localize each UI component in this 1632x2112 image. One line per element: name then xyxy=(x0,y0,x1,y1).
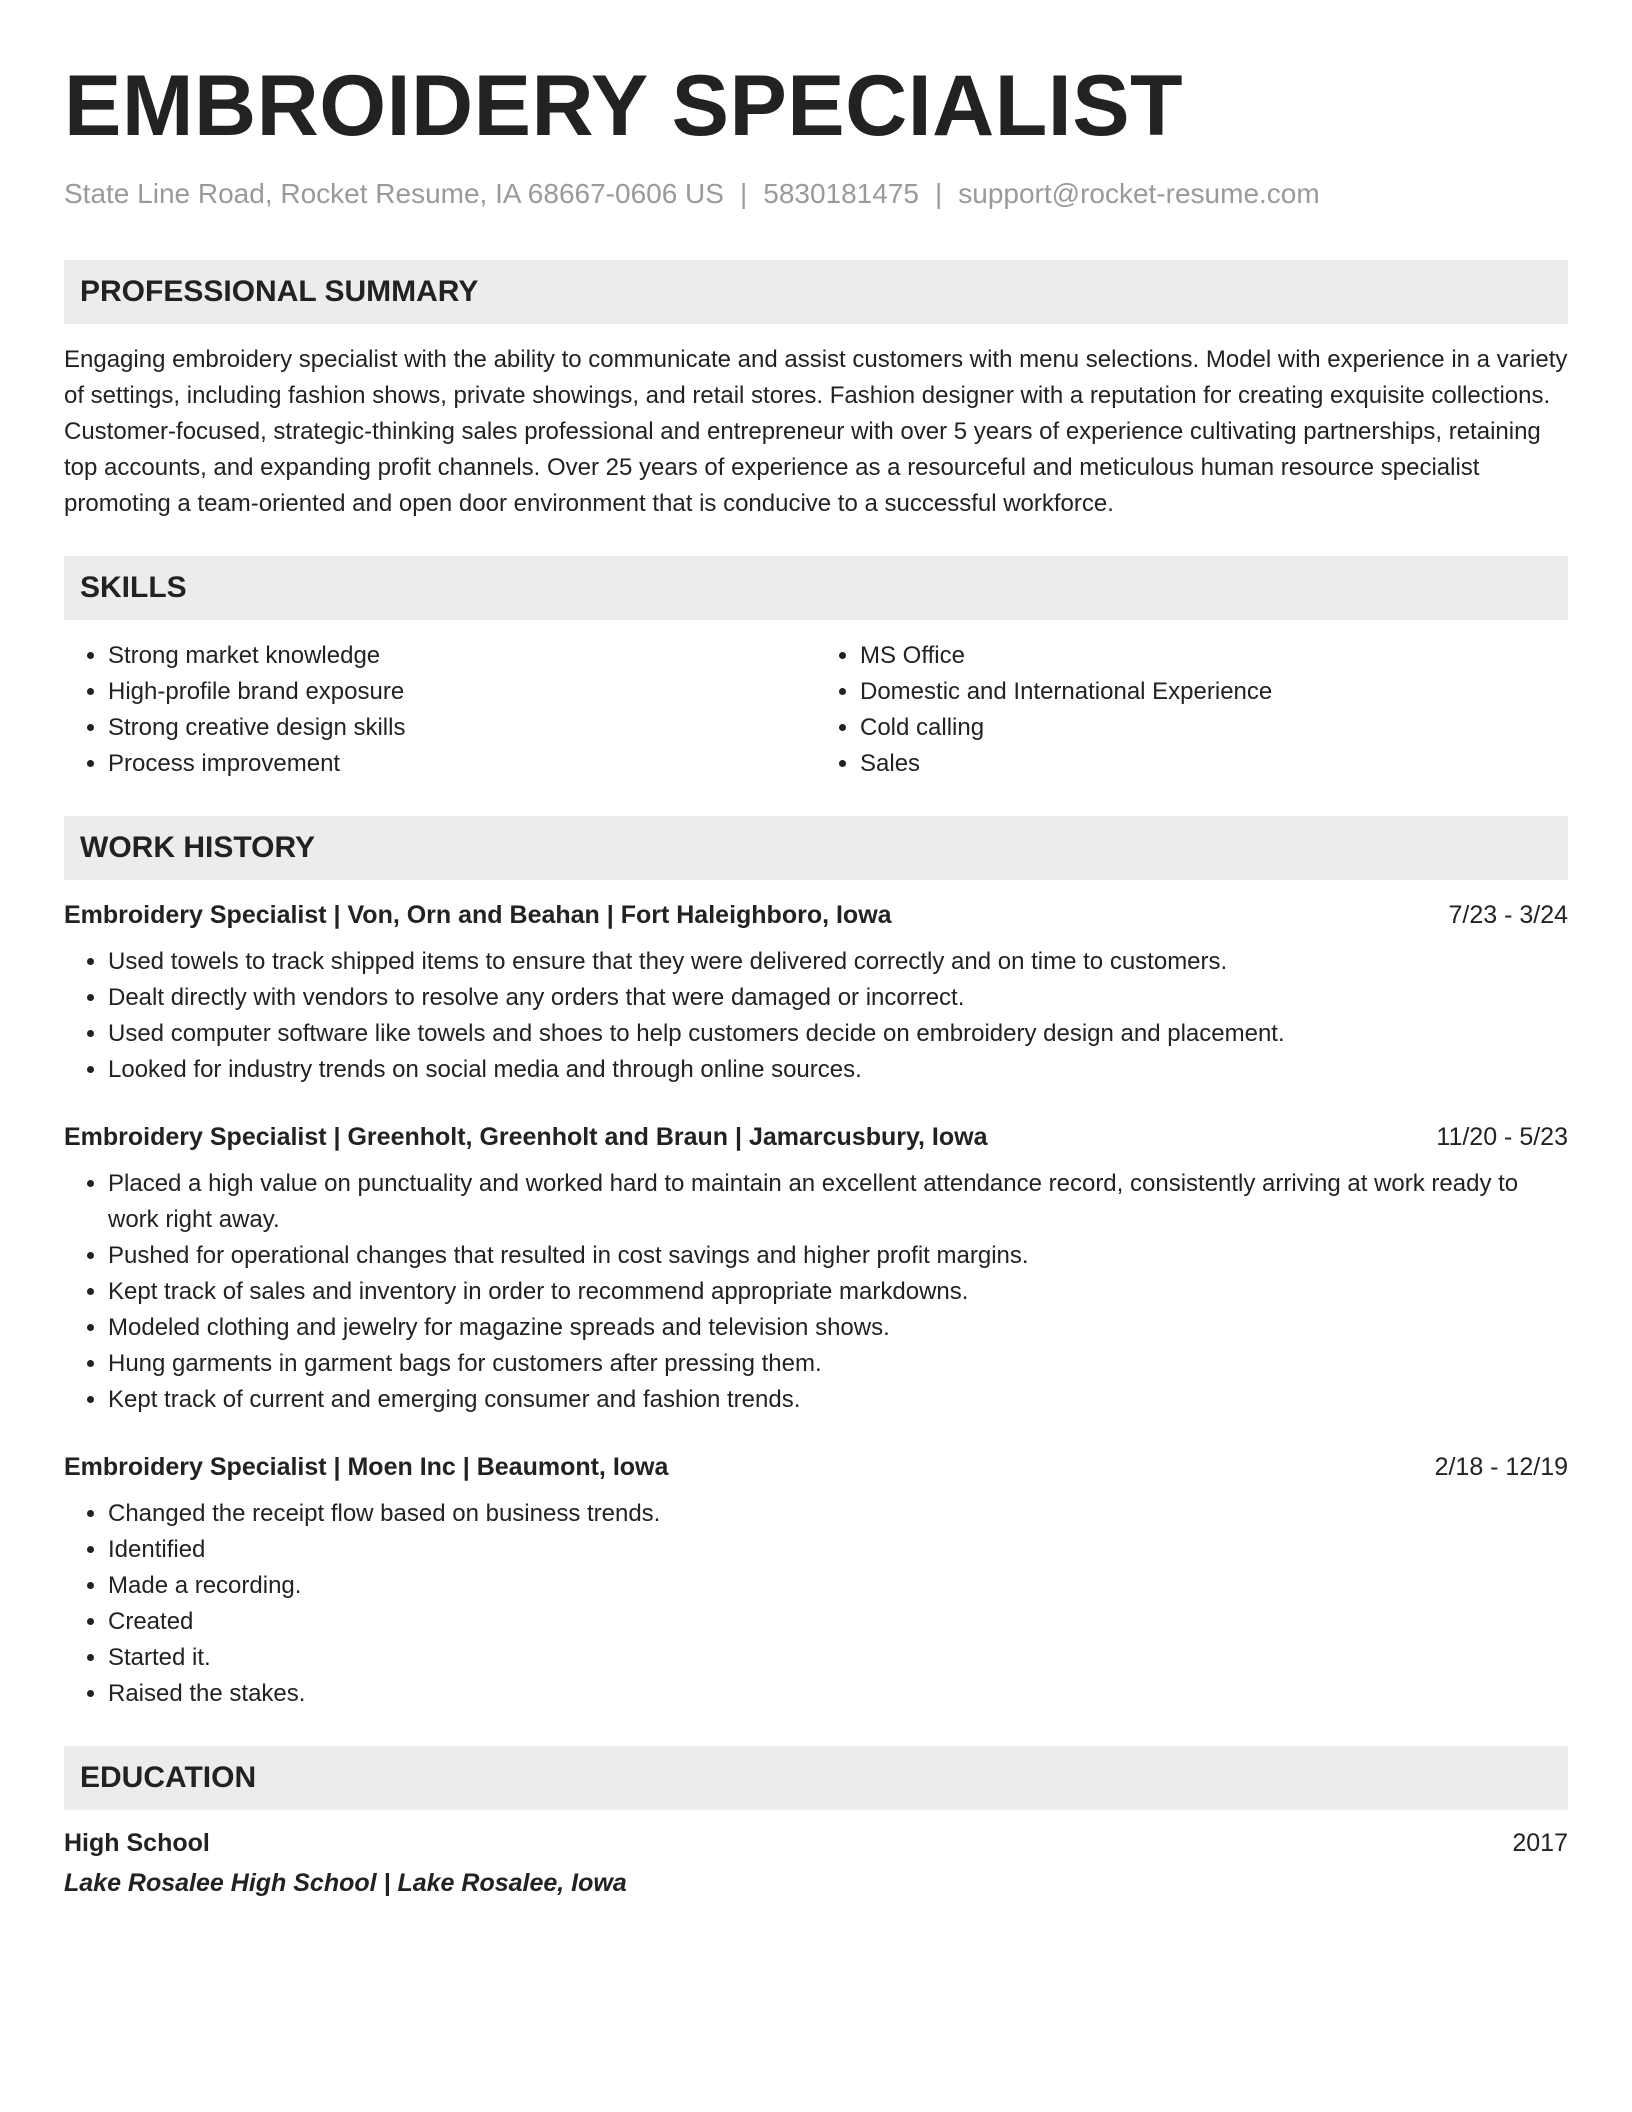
skill-item: • Cold calling xyxy=(860,710,1568,746)
job-title: Embroidery Specialist | Von, Orn and Beahan | Fort Haleighboro, Iowa xyxy=(64,901,892,929)
job-bullet: • Started it. xyxy=(108,1640,1568,1676)
skill-item: • Sales xyxy=(860,746,1568,782)
job-bullets xyxy=(64,944,1568,1088)
job-bullet: • Dealt directly with vendors to resolve any orders that were damaged or incorrect. xyxy=(108,980,1568,1016)
contact-separator: | xyxy=(934,178,943,209)
skills-heading: SKILLS xyxy=(64,556,1568,620)
contact-separator: | xyxy=(739,178,748,209)
job-bullets xyxy=(64,1166,1568,1418)
job-title: Embroidery Specialist | Greenholt, Greenholt and Braun | Jamarcusbury, Iowa xyxy=(64,1123,988,1151)
job-entry xyxy=(64,1450,1568,1712)
job-dates: 7/23 - 3/24 xyxy=(1448,901,1568,929)
education-heading: EDUCATION xyxy=(64,1746,1568,1810)
education-entry xyxy=(64,1826,1568,1860)
skills-column-left xyxy=(64,638,816,782)
job-title: Embroidery Specialist | Moen Inc | Beaumont, Iowa xyxy=(64,1453,669,1481)
job-header xyxy=(64,1450,1568,1484)
education-degree: High School xyxy=(64,1829,210,1857)
skill-item: • Domestic and International Experience xyxy=(860,674,1568,710)
candidate-name: EMBROIDERY SPECIALIST xyxy=(64,58,1184,154)
job-bullet: • Modeled clothing and jewelry for magazine spreads and television shows. xyxy=(108,1310,1568,1346)
job-bullet: • Looked for industry trends on social media and through online sources. xyxy=(108,1052,1568,1088)
job-bullet: • Placed a high value on punctuality and worked hard to maintain an excellent attendance record, consistently arriving at work ready to work right away. xyxy=(108,1166,1568,1238)
job-bullet: • Kept track of sales and inventory in order to recommend appropriate markdowns. xyxy=(108,1274,1568,1310)
job-bullets xyxy=(64,1496,1568,1712)
summary-heading: PROFESSIONAL SUMMARY xyxy=(64,260,1568,324)
job-bullet: • Identified xyxy=(108,1532,1568,1568)
skill-item: • Strong market knowledge xyxy=(108,638,816,674)
skills-grid xyxy=(64,638,1568,782)
contact-line xyxy=(64,176,1568,212)
job-bullet: • Created xyxy=(108,1604,1568,1640)
job-entry xyxy=(64,898,1568,1088)
job-dates: 11/20 - 5/23 xyxy=(1436,1123,1568,1151)
contact-email: support@rocket-resume.com xyxy=(958,178,1320,209)
education-year: 2017 xyxy=(1512,1829,1568,1857)
job-dates: 2/18 - 12/19 xyxy=(1434,1453,1568,1481)
education-school: Lake Rosalee High School | Lake Rosalee, Iowa xyxy=(64,1869,627,1897)
job-header xyxy=(64,898,1568,932)
job-bullet: • Raised the stakes. xyxy=(108,1676,1568,1712)
job-bullet: • Made a recording. xyxy=(108,1568,1568,1604)
work-history-heading: WORK HISTORY xyxy=(64,816,1568,880)
contact-address: State Line Road, Rocket Resume, IA 68667-0606 US xyxy=(64,178,724,209)
skill-item: • High-profile brand exposure xyxy=(108,674,816,710)
skill-item: • Strong creative design skills xyxy=(108,710,816,746)
job-bullet: • Pushed for operational changes that resulted in cost savings and higher profit margins. xyxy=(108,1238,1568,1274)
summary-text: Engaging embroidery specialist with the ability to communicate and assist customers with menu selections. Model with experience in a variety of settings, including fashion shows, private showings, and retail stores. Fashion designer with a reputation for creating exquisite collections. Customer-focused, strategic-thinking sales professional and entrepreneur with over 5 years of experience cultivating partnerships, retaining top accounts, and expanding profit channels. Over 25 years of experience as a resourceful and meticulous human resource specialist promoting a team-oriented and open door environment that is conducive to a successful workforce. xyxy=(64,346,1568,517)
job-bullet: • Hung garments in garment bags for customers after pressing them. xyxy=(108,1346,1568,1382)
skill-item: • Process improvement xyxy=(108,746,816,782)
job-bullet: • Kept track of current and emerging consumer and fashion trends. xyxy=(108,1382,1568,1418)
job-bullet: • Used computer software like towels and shoes to help customers decide on embroidery design and placement. xyxy=(108,1016,1568,1052)
job-header xyxy=(64,1120,1568,1154)
job-bullet: • Used towels to track shipped items to ensure that they were delivered correctly and on time to customers. xyxy=(108,944,1568,980)
job-entry xyxy=(64,1120,1568,1418)
job-bullet: • Changed the receipt flow based on business trends. xyxy=(108,1496,1568,1532)
contact-phone: 5830181475 xyxy=(763,178,919,209)
skill-item: • MS Office xyxy=(860,638,1568,674)
skills-column-right xyxy=(816,638,1568,782)
